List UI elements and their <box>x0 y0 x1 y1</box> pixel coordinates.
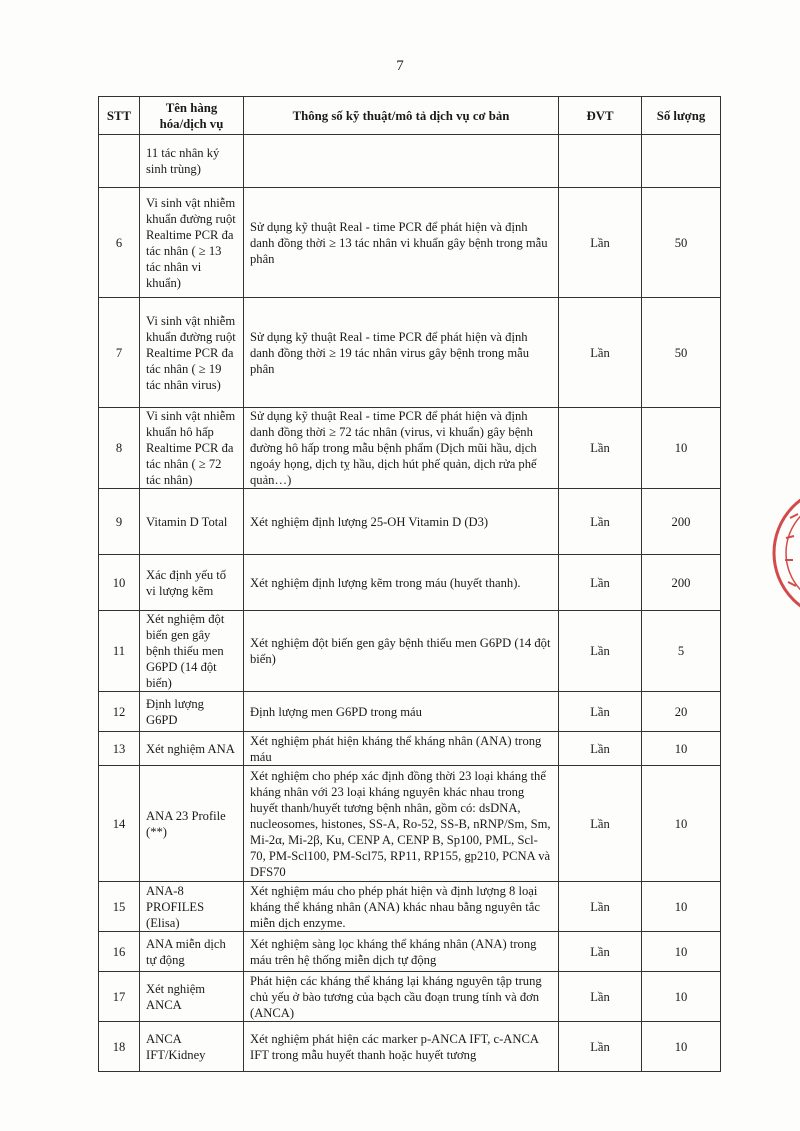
table-row <box>99 555 721 611</box>
cell-desc: Phát hiện các kháng thể kháng lại kháng nguyên tập trung chủ yếu ở bào tương của bạch cầu đoạn trung tính và đơn (ANCA) <box>244 972 559 1022</box>
cell-unit: Lần <box>559 932 642 972</box>
table-row <box>99 732 721 766</box>
cell-stt: 6 <box>99 188 140 298</box>
cell-qty: 10 <box>642 1022 721 1072</box>
cell-name: Xét nghiệm ANCA <box>140 972 244 1022</box>
cell-unit: Lần <box>559 1022 642 1072</box>
cell-desc: Xét nghiệm định lượng 25-OH Vitamin D (D3) <box>244 489 559 555</box>
cell-stt: 9 <box>99 489 140 555</box>
cell-unit: Lần <box>559 766 642 882</box>
cell-desc: Xét nghiệm phát hiện các marker p-ANCA IFT, c-ANCA IFT trong mẫu huyết thanh hoặc huyết tương <box>244 1022 559 1072</box>
cell-stt: 15 <box>99 882 140 932</box>
cell-name: Xét nghiệm ANA <box>140 732 244 766</box>
table-row <box>99 972 721 1022</box>
cell-desc: Xét nghiệm định lượng kẽm trong máu (huyết thanh). <box>244 555 559 611</box>
header-qty: Số lượng <box>642 97 721 135</box>
table-row <box>99 1022 721 1072</box>
cell-desc: Xét nghiệm máu cho phép phát hiện và định lượng 8 loại kháng thể kháng nhân (ANA) khác nhau bằng nguyên tắc miễn dịch enzyme. <box>244 882 559 932</box>
cell-unit <box>559 135 642 188</box>
page-number: 7 <box>396 58 404 74</box>
table-row <box>99 692 721 732</box>
cell-stt: 13 <box>99 732 140 766</box>
cell-stt: 18 <box>99 1022 140 1072</box>
cell-name: ANA miễn dịch tự động <box>140 932 244 972</box>
cell-name: Vi sinh vật nhiễm khuẩn đường ruột Realtime PCR đa tác nhân ( ≥ 19 tác nhân virus) <box>140 298 244 408</box>
cell-unit: Lần <box>559 972 642 1022</box>
cell-qty: 10 <box>642 408 721 489</box>
cell-desc <box>244 135 559 188</box>
cell-unit: Lần <box>559 555 642 611</box>
cell-desc: Xét nghiệm đột biến gen gây bệnh thiếu men G6PD (14 đột biến) <box>244 611 559 692</box>
table-row <box>99 489 721 555</box>
table-row <box>99 408 721 489</box>
cell-qty: 10 <box>642 732 721 766</box>
cell-stt: 16 <box>99 932 140 972</box>
header-name: Tên hàng hóa/dịch vụ <box>140 97 244 135</box>
cell-unit: Lần <box>559 188 642 298</box>
cell-desc: Sử dụng kỹ thuật Real - time PCR để phát hiện và định danh đồng thời ≥ 13 tác nhân vi khuẩn gây bệnh trong mẫu phân <box>244 188 559 298</box>
cell-stt: 14 <box>99 766 140 882</box>
specification-table <box>98 96 721 1072</box>
cell-name: Xét nghiệm đột biến gen gây bệnh thiếu men G6PD (14 đột biến) <box>140 611 244 692</box>
cell-name: Xác định yếu tố vi lượng kẽm <box>140 555 244 611</box>
cell-desc: Xét nghiệm sàng lọc kháng thể kháng nhân (ANA) trong máu trên hệ thống miễn dịch tự động <box>244 932 559 972</box>
cell-qty: 200 <box>642 489 721 555</box>
cell-stt <box>99 135 140 188</box>
header-stt: STT <box>99 97 140 135</box>
cell-name: ANCA IFT/Kidney <box>140 1022 244 1072</box>
cell-desc: Xét nghiệm cho phép xác định đồng thời 23 loại kháng thể kháng nhân với 23 loại kháng nguyên khác nhau trong huyết thanh/huyết tương bệnh nhân, gồm có: dsDNA, nucleosomes, histones, SS-A, Ro-52, SS-B, nRNP/Sm, Sm, Mi-2α, Mi-2β, Ku, CENP A, CENP B, Sp100, PML, Scl-70, PM-Scl100, PM-Scl75, RP11, RP155, gp210, PCNA và DFS70 <box>244 766 559 882</box>
cell-name: Vitamin D Total <box>140 489 244 555</box>
cell-unit: Lần <box>559 298 642 408</box>
table-row <box>99 932 721 972</box>
cell-desc: Sử dụng kỹ thuật Real - time PCR để phát hiện và định danh đồng thời ≥ 72 tác nhân (virus, vi khuẩn) gây bệnh đường hô hấp trong mẫu bệnh phẩm (Dịch mũi hầu, dịch ngoáy họng, dịch tỵ hầu, dịch hút phế quản, dịch rửa phế quản…) <box>244 408 559 489</box>
cell-unit: Lần <box>559 408 642 489</box>
cell-unit: Lần <box>559 732 642 766</box>
cell-desc: Định lượng men G6PD trong máu <box>244 692 559 732</box>
cell-qty: 20 <box>642 692 721 732</box>
table-row <box>99 766 721 882</box>
header-desc: Thông số kỹ thuật/mô tả dịch vụ cơ bản <box>244 97 559 135</box>
cell-qty: 50 <box>642 188 721 298</box>
table-row <box>99 882 721 932</box>
cell-qty: 200 <box>642 555 721 611</box>
header-unit: ĐVT <box>559 97 642 135</box>
cell-stt: 17 <box>99 972 140 1022</box>
cell-name: Vi sinh vật nhiễm khuẩn hô hấp Realtime PCR đa tác nhân ( ≥ 72 tác nhân) <box>140 408 244 489</box>
cell-name: Vi sinh vật nhiễm khuẩn đường ruột Realtime PCR đa tác nhân ( ≥ 13 tác nhân vi khuẩn) <box>140 188 244 298</box>
table-row-continuation <box>99 135 721 188</box>
cell-desc: Xét nghiệm phát hiện kháng thể kháng nhân (ANA) trong máu <box>244 732 559 766</box>
cell-qty: 5 <box>642 611 721 692</box>
cell-name: 11 tác nhân ký sinh trùng) <box>140 135 244 188</box>
cell-qty: 10 <box>642 932 721 972</box>
cell-qty <box>642 135 721 188</box>
cell-name: ANA 23 Profile (**) <box>140 766 244 882</box>
cell-desc: Sử dụng kỹ thuật Real - time PCR để phát hiện và định danh đồng thời ≥ 19 tác nhân virus gây bệnh trong mẫu phân <box>244 298 559 408</box>
cell-name: ANA-8 PROFILES (Elisa) <box>140 882 244 932</box>
red-seal-stamp <box>760 478 800 628</box>
cell-qty: 10 <box>642 766 721 882</box>
cell-qty: 10 <box>642 972 721 1022</box>
table-header-row <box>99 97 721 135</box>
cell-name: Định lượng G6PD <box>140 692 244 732</box>
cell-stt: 11 <box>99 611 140 692</box>
table-row <box>99 188 721 298</box>
cell-qty: 50 <box>642 298 721 408</box>
cell-unit: Lần <box>559 882 642 932</box>
cell-stt: 10 <box>99 555 140 611</box>
table-row <box>99 611 721 692</box>
table-row <box>99 298 721 408</box>
cell-qty: 10 <box>642 882 721 932</box>
cell-unit: Lần <box>559 692 642 732</box>
cell-unit: Lần <box>559 611 642 692</box>
cell-stt: 12 <box>99 692 140 732</box>
cell-stt: 8 <box>99 408 140 489</box>
cell-stt: 7 <box>99 298 140 408</box>
cell-unit: Lần <box>559 489 642 555</box>
